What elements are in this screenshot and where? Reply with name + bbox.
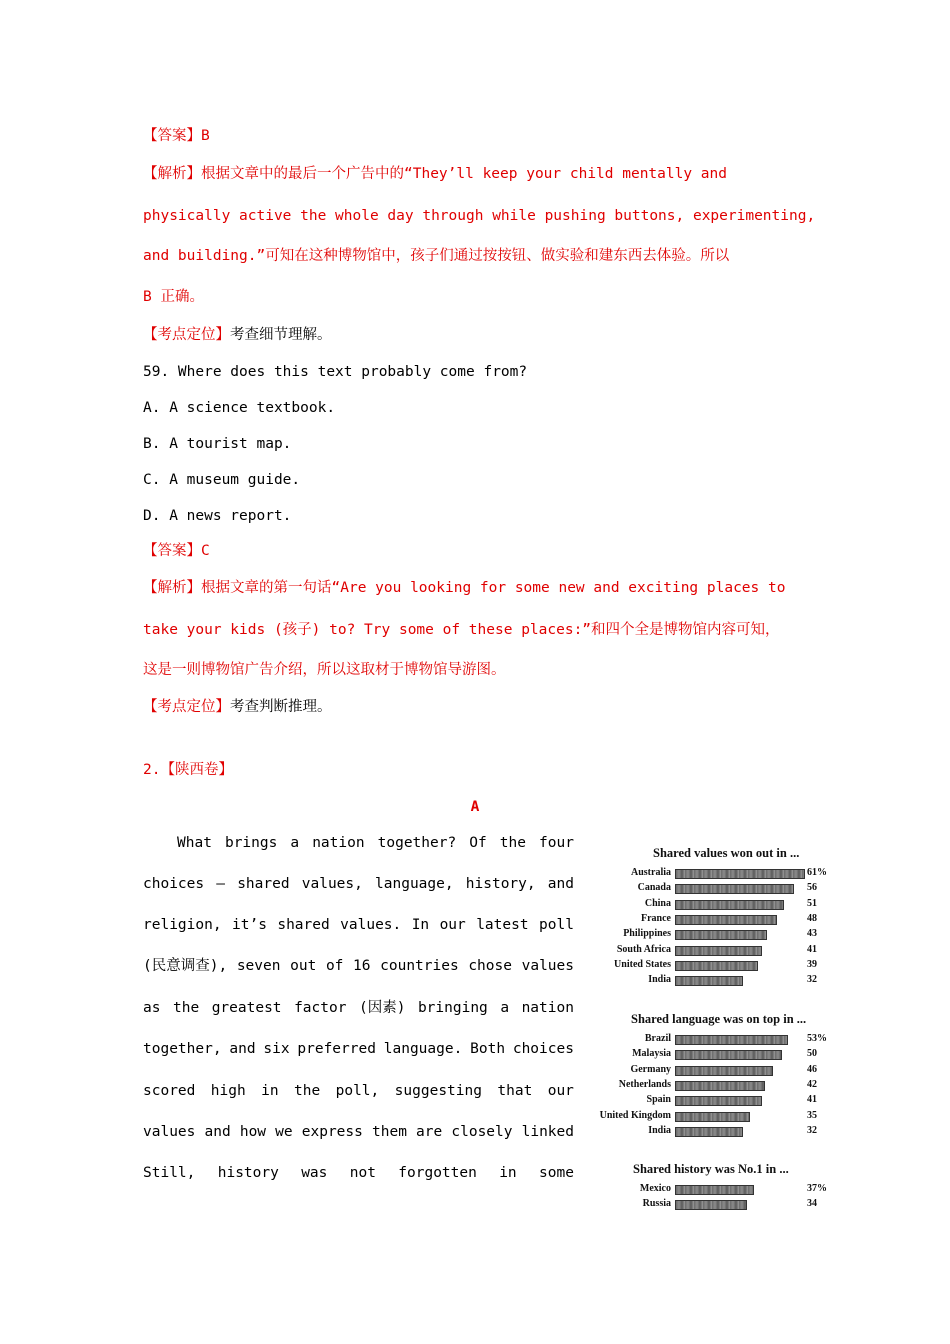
chart-title: Shared language was on top in ... bbox=[631, 1012, 807, 1026]
passage-word: 16 bbox=[353, 958, 371, 974]
passage-word: nation bbox=[521, 1000, 574, 1016]
chart-category-label: Malaysia bbox=[632, 1048, 671, 1060]
chart-category-label: Philippines bbox=[623, 928, 671, 940]
answer-tag: 【答案】 bbox=[143, 128, 201, 144]
chart-bar bbox=[675, 976, 743, 986]
chart-category-label: United States bbox=[614, 958, 671, 970]
passage-word: bringing bbox=[417, 1000, 488, 1016]
passage-word: the bbox=[499, 835, 526, 851]
analysis-line-1 bbox=[143, 164, 727, 184]
passage-word: language, bbox=[375, 876, 454, 892]
chart-category-label: Canada bbox=[637, 882, 671, 894]
answer-value: B bbox=[201, 128, 210, 144]
passage-word: four bbox=[539, 835, 574, 851]
chart-value-label: 32 bbox=[807, 974, 817, 986]
passage-word: closely bbox=[451, 1124, 513, 1140]
chart-bar bbox=[675, 900, 784, 910]
passage-word: and bbox=[547, 876, 574, 892]
passage-word: shared bbox=[237, 876, 290, 892]
passage-word: choices bbox=[512, 1041, 574, 1057]
chart-bar bbox=[675, 1081, 765, 1091]
chart-bar bbox=[675, 884, 794, 894]
passage-word: them bbox=[372, 1124, 407, 1140]
passage-word: countries bbox=[380, 958, 459, 974]
chart-bar bbox=[675, 1185, 754, 1195]
chart-category-label: South Africa bbox=[616, 943, 671, 955]
chart-category-label: Australia bbox=[631, 867, 671, 878]
analysis-line-7: 这是一则博物馆广告介绍，所以这取材于博物馆导游图。 bbox=[143, 662, 506, 678]
passage-word: religion, bbox=[143, 917, 222, 933]
passage-word: Of bbox=[469, 835, 487, 851]
chart-value-label: 39 bbox=[807, 958, 817, 970]
analysis-text: 根据文章中的最后一个广告中的“They’ll keep your child mentally and bbox=[201, 166, 727, 182]
passage-word: nation bbox=[312, 835, 365, 851]
passage-word: In bbox=[411, 917, 430, 933]
passage-line bbox=[177, 833, 574, 853]
passage-word: suggesting bbox=[394, 1083, 482, 1099]
passage-word: linked bbox=[521, 1124, 574, 1140]
chart-value-label: 32 bbox=[807, 1124, 817, 1136]
passage-word: values. bbox=[340, 917, 402, 933]
chart-value-label: 42 bbox=[807, 1078, 817, 1090]
chart-bar bbox=[675, 1112, 750, 1122]
chart-bar bbox=[675, 1096, 762, 1106]
chart-value-label: 43 bbox=[807, 928, 817, 940]
passage-word: not bbox=[349, 1165, 376, 1181]
answer-line-1 bbox=[143, 126, 210, 146]
chart-value-label: 51 bbox=[807, 897, 817, 909]
passage-word: factor bbox=[294, 1000, 347, 1016]
chart-value-label: 37% bbox=[807, 1183, 827, 1194]
section-heading: 2.【陕西卷】 bbox=[143, 762, 233, 778]
chart-bar bbox=[675, 1127, 743, 1137]
chart-category-label: Netherlands bbox=[618, 1078, 671, 1090]
analysis-text: 根据文章的第一句话“Are you looking for some new and exciting places to bbox=[201, 580, 786, 596]
passage-word: and bbox=[229, 1041, 256, 1057]
passage-line bbox=[143, 956, 574, 976]
passage-word: values, bbox=[301, 876, 363, 892]
passage-word: was bbox=[301, 1165, 328, 1181]
chart-value-label: 34 bbox=[807, 1198, 817, 1210]
chart-category-label: Germany bbox=[630, 1063, 671, 1075]
passage-word: choices bbox=[143, 876, 205, 892]
passage-word: our bbox=[439, 917, 466, 933]
chart-value-label: 61% bbox=[807, 867, 827, 878]
passage-line bbox=[143, 915, 574, 935]
passage-word: language. bbox=[383, 1041, 463, 1057]
passage-word: are bbox=[416, 1124, 443, 1140]
knowledge-point-text: 考查细节理解。 bbox=[230, 327, 332, 343]
passage-word: some bbox=[539, 1165, 574, 1181]
chart-bar bbox=[675, 1066, 773, 1076]
passage-word: we bbox=[275, 1124, 293, 1140]
passage-word: greatest bbox=[211, 1000, 282, 1016]
chart-value-label: 50 bbox=[807, 1048, 817, 1060]
passage-word: values bbox=[143, 1124, 196, 1140]
chart-category-label: India bbox=[648, 974, 671, 986]
knowledge-point-line-2 bbox=[143, 697, 332, 717]
passage-word: in bbox=[261, 1083, 279, 1099]
passage-word: in bbox=[499, 1165, 517, 1181]
passage-word: brings bbox=[224, 835, 278, 851]
passage-word: poll, bbox=[335, 1083, 380, 1099]
chart-value-label: 53% bbox=[807, 1033, 827, 1044]
passage-word: together, bbox=[143, 1041, 222, 1057]
knowledge-point-text: 考查判断推理。 bbox=[230, 699, 332, 715]
question-59: 59. Where does this text probably come from? bbox=[143, 364, 528, 380]
passage-word: chose bbox=[468, 958, 512, 974]
chart-bar bbox=[675, 1050, 782, 1060]
passage-word: our bbox=[547, 1083, 574, 1099]
passage-word: preferred bbox=[297, 1041, 376, 1057]
analysis-line-3: and building.”可知在这种博物馆中，孩子们通过按按钮、做实验和建东西去体验。所以 bbox=[143, 248, 730, 264]
passage-word: a bbox=[500, 1000, 510, 1016]
chart-value-label: 35 bbox=[807, 1109, 817, 1121]
passage-word: a bbox=[290, 835, 300, 851]
analysis-line-4: B 正确。 bbox=[143, 289, 204, 305]
passage-word: and bbox=[204, 1124, 231, 1140]
chart-bar bbox=[675, 1200, 747, 1210]
chart-bar bbox=[675, 961, 758, 971]
passage-word: scored bbox=[143, 1083, 196, 1099]
passage-word: forgotten bbox=[398, 1165, 477, 1181]
analysis-line-6: take your kids (孩子) to? Try some of these places:”和四个全是博物馆内容可知， bbox=[143, 622, 780, 638]
passage-word: out bbox=[290, 958, 317, 974]
chart-bar bbox=[675, 915, 777, 925]
chart-bar bbox=[675, 930, 767, 940]
poll-bar-chart bbox=[585, 840, 845, 1220]
passage-word: (民意调查), bbox=[143, 958, 228, 974]
chart-value-label: 46 bbox=[807, 1063, 817, 1075]
analysis-tag: 【解析】 bbox=[143, 166, 201, 182]
chart-bar bbox=[675, 1035, 788, 1045]
passage-word: — bbox=[216, 876, 226, 892]
option-d: D. A news report. bbox=[143, 508, 292, 524]
chart-value-label: 56 bbox=[807, 882, 817, 894]
passage-word: six bbox=[263, 1041, 290, 1057]
passage-word: seven bbox=[236, 958, 281, 974]
passage-word: What bbox=[177, 835, 212, 851]
chart-value-label: 41 bbox=[807, 1094, 817, 1106]
passage-word: together? bbox=[377, 835, 457, 851]
passage-word: poll bbox=[539, 917, 574, 933]
passage-word: latest bbox=[476, 917, 529, 933]
passage-word: high bbox=[210, 1083, 246, 1099]
answer-value: C bbox=[201, 543, 210, 559]
chart-category-label: China bbox=[644, 897, 671, 909]
passage-word: as bbox=[143, 1000, 161, 1016]
option-b: B. A tourist map. bbox=[143, 436, 292, 452]
passage-word: history bbox=[217, 1165, 279, 1181]
knowledge-point-tag: 【考点定位】 bbox=[143, 699, 230, 715]
chart-category-label: Mexico bbox=[639, 1183, 671, 1194]
passage-line bbox=[143, 1039, 574, 1059]
passage-line bbox=[143, 1081, 574, 1101]
chart-category-label: Brazil bbox=[644, 1033, 671, 1044]
passage-word: it’s bbox=[232, 917, 267, 933]
passage-word: of bbox=[325, 958, 344, 974]
answer-line-2 bbox=[143, 541, 210, 561]
passage-word: Both bbox=[470, 1041, 506, 1057]
knowledge-point-tag: 【考点定位】 bbox=[143, 327, 230, 343]
passage-word: how bbox=[239, 1124, 267, 1140]
chart-category-label: Spain bbox=[646, 1094, 671, 1106]
chart-title: Shared history was No.1 in ... bbox=[633, 1162, 789, 1176]
analysis-line-5 bbox=[143, 578, 785, 598]
chart-bar bbox=[675, 869, 805, 879]
option-a: A. A science textbook. bbox=[143, 400, 336, 416]
passage-word: express bbox=[301, 1124, 363, 1140]
knowledge-point-line bbox=[143, 325, 332, 345]
answer-tag: 【答案】 bbox=[143, 543, 201, 559]
analysis-tag: 【解析】 bbox=[143, 580, 201, 596]
chart-category-label: Russia bbox=[642, 1198, 671, 1210]
passage-word: values bbox=[521, 958, 574, 974]
passage-word: the bbox=[294, 1083, 321, 1099]
chart-category-label: India bbox=[648, 1124, 671, 1136]
passage-word: (因素) bbox=[358, 1000, 406, 1016]
passage-line bbox=[143, 1163, 574, 1183]
passage-word: Still, bbox=[143, 1165, 196, 1181]
chart-title: Shared values won out in ... bbox=[653, 846, 800, 860]
chart-value-label: 48 bbox=[807, 912, 817, 924]
passage-word: the bbox=[172, 1000, 200, 1016]
analysis-line-2: physically active the whole day through while pushing buttons, experimenting, bbox=[143, 208, 816, 224]
chart-category-label: United Kingdom bbox=[599, 1109, 671, 1121]
passage-word: history, bbox=[465, 876, 536, 892]
chart-category-label: France bbox=[641, 912, 671, 924]
chart-value-label: 41 bbox=[807, 943, 817, 955]
option-c: C. A museum guide. bbox=[143, 472, 301, 488]
passage-line bbox=[143, 874, 574, 894]
passage-word: that bbox=[497, 1083, 533, 1099]
passage-line bbox=[143, 1122, 574, 1142]
passage-line bbox=[143, 998, 574, 1018]
passage-word: shared bbox=[277, 917, 330, 933]
chart-bar bbox=[675, 946, 762, 956]
passage-label: A bbox=[470, 799, 480, 815]
